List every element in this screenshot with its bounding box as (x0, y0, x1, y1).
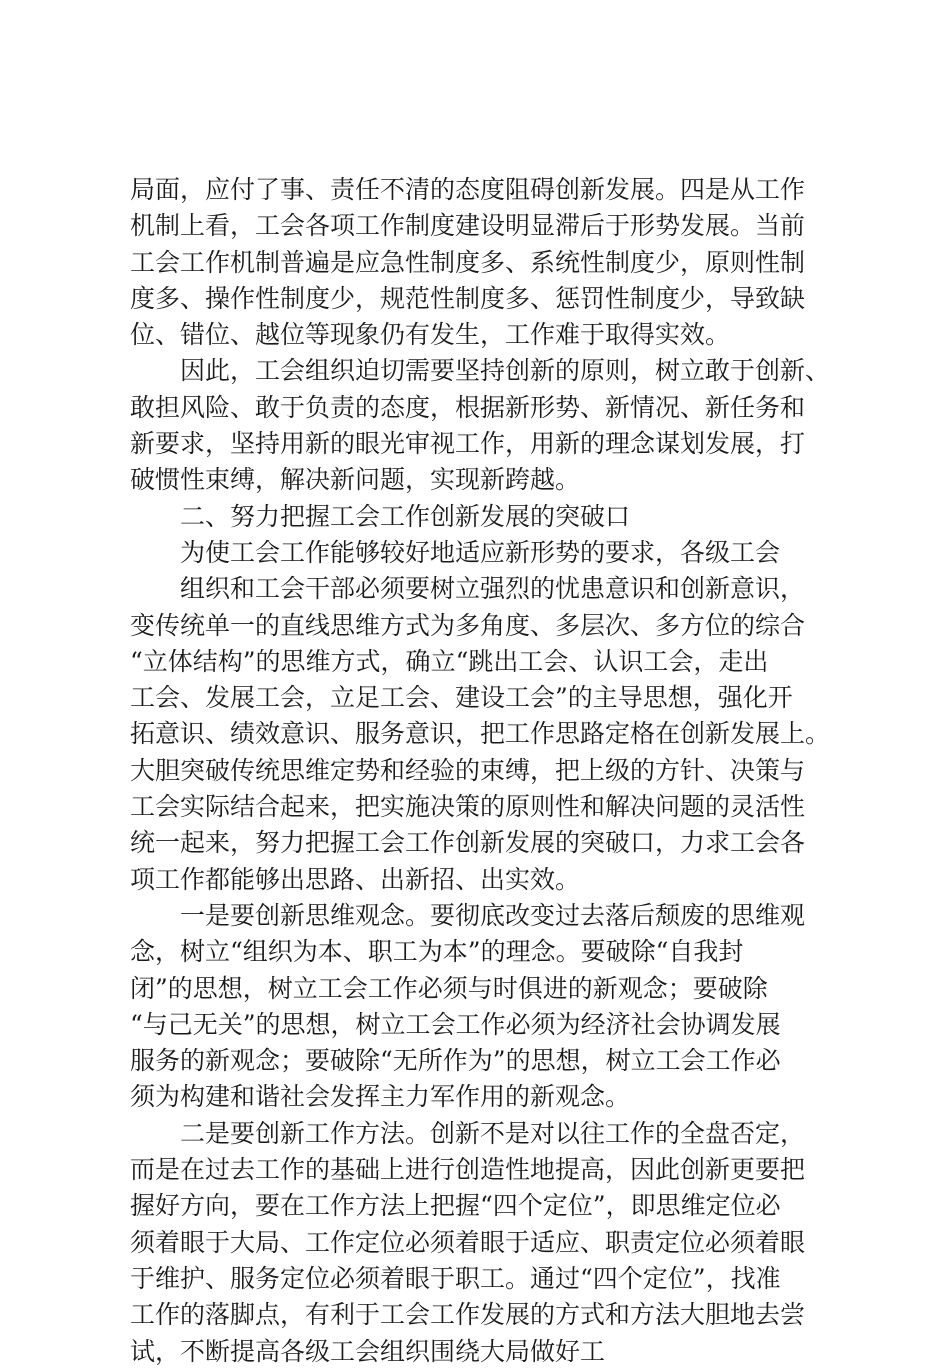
text-line: 变传统单一的直线思维方式为多角度、多层次、多方位的综合 (130, 610, 806, 640)
text-line: 因此，工会组织迫切需要坚持创新的原则，树立敢于创新、 (180, 356, 831, 386)
text-line: 而是在过去工作的基础上进行创造性地提高，因此创新更要把 (130, 1155, 806, 1185)
text-line: 念，树立“组织为本、职工为本”的理念。要破除“自我封 (130, 937, 744, 967)
document-body (130, 172, 831, 1370)
text-line: 大胆突破传统思维定势和经验的束缚，把上级的方针、决策与 (130, 755, 806, 785)
text-line: 一是要创新思维观念。要彻底改变过去落后颓废的思维观 (180, 900, 806, 930)
text-line: “立体结构”的思维方式，确立“跳出工会、认识工会，走出 (130, 646, 769, 676)
text-line: 二是要创新工作方法。创新不是对以往工作的全盘否定， (180, 1118, 806, 1148)
text-line: 闭”的思想，树立工会工作必须与时俱进的新观念；要破除 (130, 973, 768, 1003)
text-line: 握好方向，要在工作方法上把握“四个定位”，即思维定位必 (130, 1191, 781, 1221)
text-line: 敢担风险、敢于负责的态度，根据新形势、新情况、新任务和 (130, 392, 806, 422)
text-line: 新要求，坚持用新的眼光审视工作，用新的理念谋划发展，打 (130, 429, 806, 459)
text-line: 度多、操作性制度少，规范性制度多、惩罚性制度少，导致缺 (130, 283, 806, 313)
text-line: 工会、发展工会，立足工会、建设工会”的主导思想，强化开 (130, 683, 793, 713)
text-line: 为使工会工作能够较好地适应新形势的要求，各级工会 (180, 537, 781, 567)
text-line: “与己无关”的思想，树立工会工作必须为经济社会协调发展 (130, 1009, 781, 1039)
text-line: 工会实际结合起来，把实施决策的原则性和解决问题的灵活性 (130, 792, 806, 822)
text-line: 二、努力把握工会工作创新发展的突破口 (180, 501, 631, 531)
text-line: 项工作都能够出思路、出新招、出实效。 (130, 864, 581, 894)
text-line: 拓意识、绩效意识、服务意识，把工作思路定格在创新发展上。 (130, 719, 831, 749)
text-line: 须为构建和谐社会发挥主力军作用的新观念。 (130, 1082, 631, 1112)
text-line: 机制上看，工会各项工作制度建设明显滞后于形势发展。当前 (130, 211, 806, 241)
text-line: 破惯性束缚，解决新问题，实现新跨越。 (130, 465, 581, 495)
text-line: 位、错位、越位等现象仍有发生，工作难于取得实效。 (130, 320, 731, 350)
text-line: 服务的新观念；要破除“无所作为”的思想，树立工会工作必 (130, 1046, 781, 1076)
text-line: 工会工作机制普遍是应急性制度多、系统性制度少，原则性制 (130, 247, 806, 277)
text-line: 统一起来，努力把握工会工作创新发展的突破口，力求工会各 (130, 828, 806, 858)
text-line: 须着眼于大局、工作定位必须着眼于适应、职责定位必须着眼 (130, 1227, 806, 1257)
text-line: 局面，应付了事、责任不清的态度阻碍创新发展。四是从工作 (130, 175, 806, 204)
text-line: 试，不断提高各级工会组织围绕大局做好工 (130, 1336, 606, 1366)
text-line: 组织和工会干部必须要树立强烈的忧患意识和创新意识， (180, 574, 806, 604)
text-line: 于维护、服务定位必须着眼于职工。通过“四个定位”，找准 (130, 1263, 781, 1293)
text-line: 工作的落脚点，有利于工会工作发展的方式和方法大胆地去尝 (130, 1300, 806, 1330)
